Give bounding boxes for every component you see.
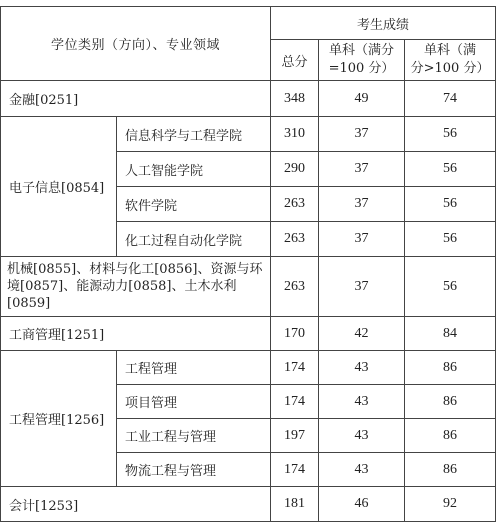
single-score-cell: 43 <box>319 453 405 487</box>
total-cell: 263 <box>271 187 319 222</box>
total-cell: 290 <box>271 152 319 187</box>
score-table-container <box>0 6 496 514</box>
total-cell: 263 <box>271 257 319 317</box>
category-cell: 金融[0251] <box>1 81 271 117</box>
total-cell: 174 <box>271 385 319 419</box>
total-cell: 197 <box>271 419 319 453</box>
sub-field-cell: 化工过程自动化学院 <box>117 222 271 257</box>
table-row <box>1 117 496 152</box>
single-over100-line1: 单科（满 <box>424 43 477 58</box>
sub-field-cell: 项目管理 <box>117 385 271 419</box>
single-score-cell: 43 <box>319 419 405 453</box>
single-score-cell: 37 <box>319 222 405 257</box>
single-score-cell: 42 <box>319 317 405 351</box>
single-over-score-cell: 86 <box>405 419 496 453</box>
category-header: 学位类别（方向）、专业领域 <box>1 7 271 81</box>
sub-field-cell: 工业工程与管理 <box>117 419 271 453</box>
single-over-score-cell: 86 <box>405 385 496 419</box>
single-score-cell: 37 <box>319 117 405 152</box>
category-cell: 工商管理[1251] <box>1 317 271 351</box>
table-row <box>1 317 496 351</box>
single-score-cell: 43 <box>319 351 405 385</box>
single-score-cell: 37 <box>319 152 405 187</box>
single-over-score-cell: 74 <box>405 81 496 117</box>
total-cell: 174 <box>271 351 319 385</box>
single-over-score-cell: 56 <box>405 117 496 152</box>
category-cell: 会计[1253] <box>1 487 271 522</box>
single-full100-line1: 单科（满分 <box>329 43 395 58</box>
table-row <box>1 257 496 317</box>
table-row <box>1 351 496 385</box>
single-score-cell: 49 <box>319 81 405 117</box>
score-table <box>0 6 496 522</box>
total-cell: 310 <box>271 117 319 152</box>
single-over100-line2: 分>100 分） <box>410 61 490 76</box>
single-over-score-cell: 56 <box>405 187 496 222</box>
single-over-score-cell: 92 <box>405 487 496 522</box>
single-over-score-cell: 86 <box>405 351 496 385</box>
total-cell: 174 <box>271 453 319 487</box>
total-cell: 348 <box>271 81 319 117</box>
single-score-cell: 43 <box>319 385 405 419</box>
header-row-1 <box>1 7 496 40</box>
sub-field-cell: 工程管理 <box>117 351 271 385</box>
single-over-score-cell: 56 <box>405 222 496 257</box>
category-cell: 机械[0855]、材料与化工[0856]、资源与环境[0857]、能源动力[0858]、土木水利[0859] <box>1 257 271 317</box>
total-cell: 181 <box>271 487 319 522</box>
scores-header: 考生成绩 <box>271 7 496 40</box>
single-score-cell: 46 <box>319 487 405 522</box>
sub-field-cell: 软件学院 <box>117 187 271 222</box>
single-over-score-cell: 56 <box>405 152 496 187</box>
table-row <box>1 487 496 522</box>
single-score-cell: 37 <box>319 257 405 317</box>
sub-field-cell: 人工智能学院 <box>117 152 271 187</box>
single-full100-header <box>319 40 405 81</box>
single-full100-line2: =100 分） <box>328 61 395 76</box>
total-cell: 263 <box>271 222 319 257</box>
category-cell: 工程管理[1256] <box>1 351 117 487</box>
total-header: 总分 <box>271 40 319 81</box>
single-over100-header <box>405 40 496 81</box>
sub-field-cell: 物流工程与管理 <box>117 453 271 487</box>
single-over-score-cell: 86 <box>405 453 496 487</box>
sub-field-cell: 信息科学与工程学院 <box>117 117 271 152</box>
single-score-cell: 37 <box>319 187 405 222</box>
category-cell: 电子信息[0854] <box>1 117 117 257</box>
table-row <box>1 81 496 117</box>
total-cell: 170 <box>271 317 319 351</box>
single-over-score-cell: 56 <box>405 257 496 317</box>
single-over-score-cell: 84 <box>405 317 496 351</box>
